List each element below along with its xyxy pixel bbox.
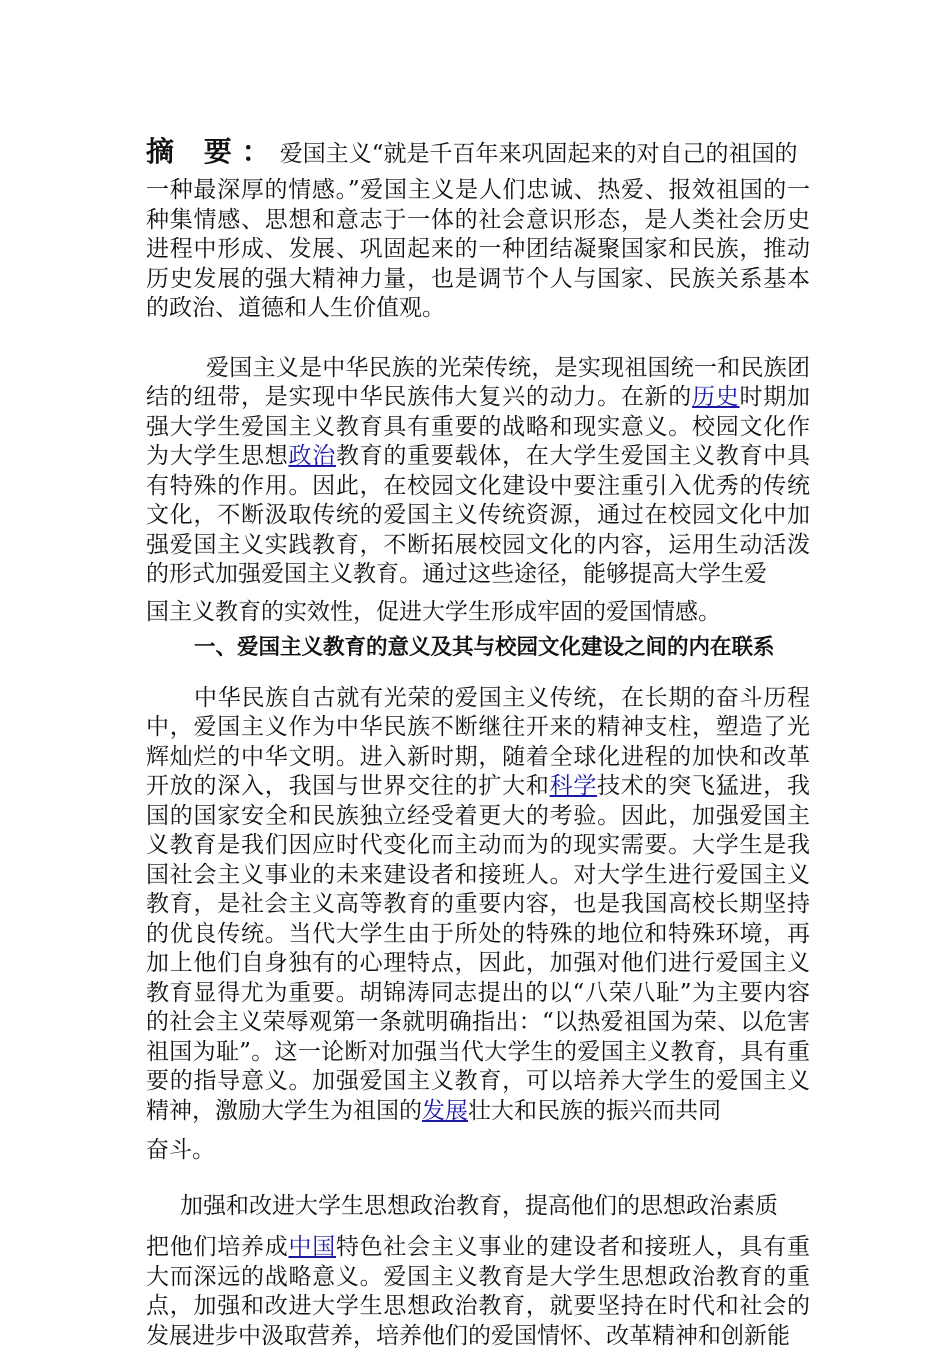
abstract-label: 摘 要： <box>146 135 280 168</box>
abstract-line1: 爱国主义“就是千百年来巩固起来的对自己的祖国的 <box>279 141 798 167</box>
intro-text-1: 爱国主义是中华民族的光荣传统，是实现祖国统一和民族团结的纽带，是实现中华民族伟大复兴的动力。在新的 <box>146 354 810 410</box>
intro-text-2: 时期加强大学生爱国主义教育具有重要的战略和现实意义。校园文化作为大学生思想 <box>146 384 811 469</box>
section-paragraph-2 <box>146 1233 810 1351</box>
section-paragraph-2-first-line: 加强和改进大学生思想政治教育，提高他们的思想政治素质 <box>180 1192 778 1219</box>
abstract-first-line <box>146 130 810 176</box>
section-p1-text-2: 技术的突飞猛进，我国的国家安全和民族独立经受着更大的考验。因此，加强爱国主义教育是我们因应时代变化而主动而为的现实需要。大学生是我国社会主义事业的未来建设者和接班人。对大学生进行爱国主义教育，是社会主义高等教育的重要内容，也是我国高校长期坚持的优良传统。当代大学生由于所处的特殊的地位和特殊环境，再加上他们自身独有的心理特点，因此，加强对他们进行爱国主义教育显得尤为重要。胡锦涛同志提出的以“八荣八耻”为主要内容的社会主义荣辱观第一条就明确指出：“以热爱祖国为荣、以危害祖国为耻”。这一论断对加强当代大学生的爱国主义教育，具有重要的指导意义。加强爱国主义教育，可以培养大学生的爱国主义精神，激励大学生为祖国的 <box>146 773 811 1124</box>
document-page <box>146 130 810 1351</box>
section-p1-text-3: 壮大和民族的振兴而共同 <box>468 1097 721 1124</box>
section-p2-text-2: 特色社会主义事业的建设者和接班人，具有重大而深远的战略意义。爱国主义教育是大学生思想政治教育的重点，加强和改进大学生思想政治教育，就要坚持在时代和社会的发展进步中汲取营养，培养他们的爱国情怀、改革精神和创新能 <box>146 1234 811 1349</box>
section-p2-text-1: 把他们培养成 <box>146 1234 289 1260</box>
link-politics[interactable]: 政治 <box>288 443 336 469</box>
link-development[interactable]: 发展 <box>422 1097 468 1124</box>
intro-text-3: 教育的重要载体，在大学生爱国主义教育中具有特殊的作用。因此，在校园文化建设中要注重引入优秀的传统文化，不断汲取传统的爱国主义传统资源，通过在校园文化中加强爱国主义实践教育，不断拓展校园文化的内容，运用生动活泼的形式加强爱国主义教育。通过这些途径，能够提高大学生爱 <box>146 443 811 587</box>
section-paragraph-1-tail: 奋斗。 <box>146 1137 215 1163</box>
link-china[interactable]: 中国 <box>288 1234 336 1260</box>
abstract-body: 一种最深厚的情感。”爱国主义是人们忠诚、热爱、报效祖国的一种集情感、思想和意志于一体的社会意识形态，是人类社会历史进程中形成、发展、巩固起来的一种团结凝聚国家和民族，推动历史发展的强大精神力量，也是调节个人与国家、民族关系基本的政治、道德和人生价值观。 <box>146 177 810 321</box>
section-heading: 一、爱国主义教育的意义及其与校园文化建设之间的内在联系 <box>194 635 775 660</box>
link-science[interactable]: 科学 <box>549 773 598 799</box>
section-paragraph-1 <box>146 684 810 1127</box>
intro-paragraph <box>146 354 810 590</box>
link-history[interactable]: 历史 <box>692 384 740 410</box>
section-p1-text-1: 中华民族自古就有光荣的爱国主义传统，在长期的奋斗历程中，爱国主义作为中华民族不断继往开来的精神支柱，塑造了光辉灿烂的中华文明。进入新时期，随着全球化进程的加快和改革开放的深入，我国与世界交往的扩大和 <box>146 684 810 799</box>
intro-tail: 国主义教育的实效性，促进大学生形成牢固的爱国情感。 <box>146 598 721 625</box>
